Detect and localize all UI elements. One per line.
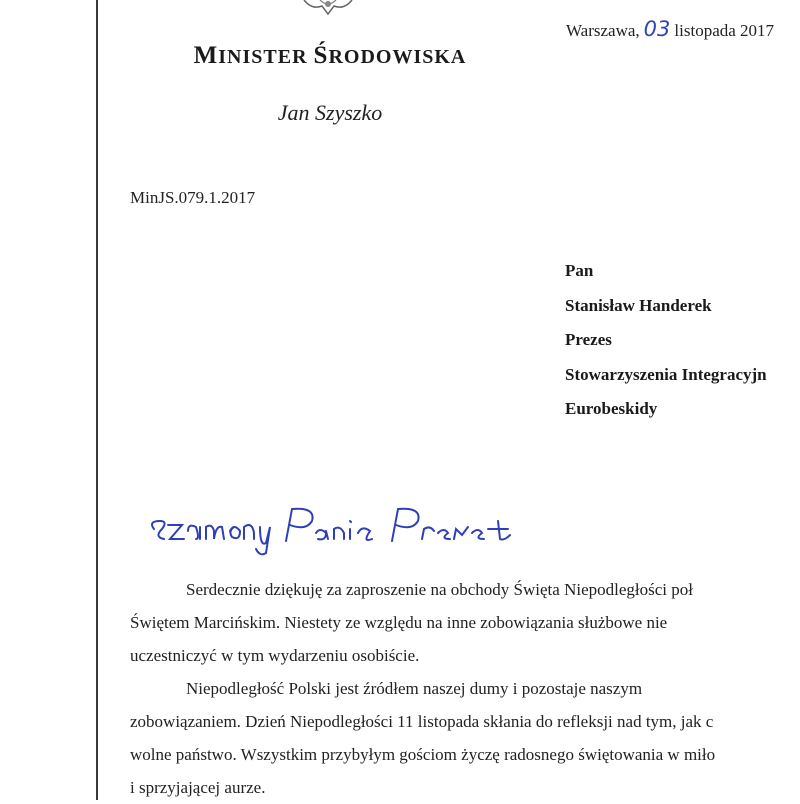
- reference-number: MinJS.079.1.2017: [130, 188, 256, 207]
- recipient-line: Prezes: [565, 330, 612, 349]
- body-line: wolne państwo. Wszystkim przybyłym gościom życzę radosnego świętowania w miło: [130, 745, 716, 764]
- minister-title: MINISTER ŚRODOWISKA: [193, 42, 467, 69]
- body-line: Niepodległość Polski jest źródłem naszej dumy i pozostaje naszym: [186, 679, 643, 698]
- eagle-emblem-icon: [298, 0, 358, 16]
- date-month-year: listopada 2017: [674, 21, 775, 40]
- body-line: i sprzyjającej aurze.: [130, 778, 266, 797]
- recipient-line: Eurobeskidy: [565, 399, 658, 418]
- letter-body: [130, 573, 800, 804]
- handwritten-salutation: [148, 503, 608, 559]
- body-line: zobowiązaniem. Dzień Niepodległości 11 listopada skłania do refleksji nad tym, jak c: [130, 712, 714, 731]
- minister-name: Jan Szyszko: [277, 100, 383, 125]
- body-line: uczestniczyć w tym wydarzeniu osobiście.: [130, 646, 420, 665]
- body-line: Serdecznie dziękuję za zaproszenie na obchody Święta Niepodległości poł: [186, 580, 693, 599]
- recipient-block: [565, 254, 767, 427]
- recipient-line: Pan: [565, 261, 594, 280]
- recipient-line: Stanisław Handerek: [565, 295, 712, 315]
- date-line: [566, 17, 774, 41]
- date-city: Warszawa,: [566, 21, 640, 40]
- date-day-handwritten: 03: [643, 17, 671, 41]
- body-line: Świętem Marcińskim. Niestety ze względu na inne zobowiązania służbowe nie: [130, 613, 668, 632]
- recipient-line: Stowarzyszenia Integracyjn: [565, 364, 767, 384]
